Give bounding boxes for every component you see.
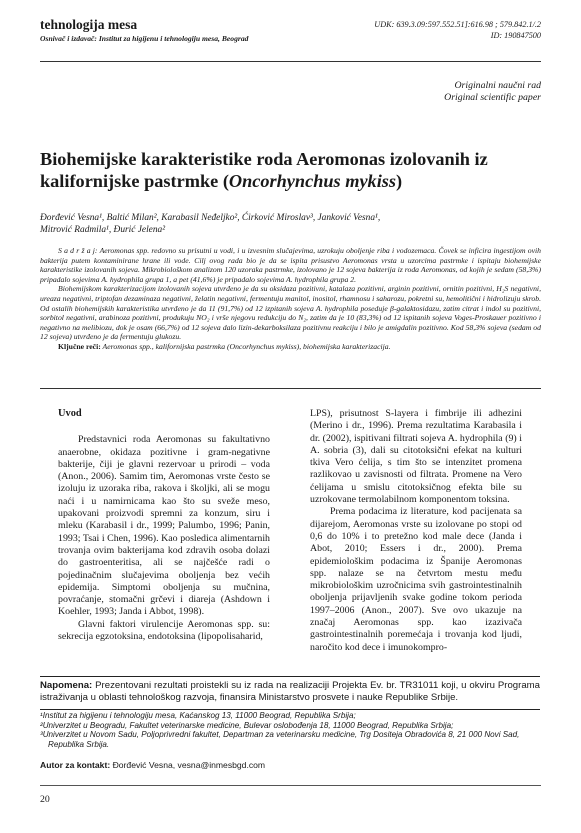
body-paragraph: Prema podacima iz literature, kod pacijenata sa dijarejom, Aeromonas vrste su izolovane po stopi od 0,6 do 10% i to pretežno kod male dece (Janda i Abot, 2010; Essers i dr., 2000). Prema epidemiološkim podacima iz Španije Aeromonas spp. nalaze se na četvrtom mestu među mikrobiološkim uzročnicima svih gastrointestinalnih oboljenja prijavljenih svake godine tokom perioda 1997–2006 (Anon., 2007). Sve ovo ukazuje na značaj Aeromonas spp. kao izazivača gastrointestinalnih poremećaja i trovanja kod ljudi, naročito kod dece i imunokompro-: [310, 506, 522, 653]
funding-note: [40, 676, 540, 710]
udk-block: [374, 19, 541, 41]
contact-label: Autor za kontakt:: [40, 760, 111, 770]
body-column-right: [310, 408, 522, 654]
document-type-sr: Originalni naučni rad: [454, 80, 541, 91]
authors-line-1: Đorđević Vesna¹, Baltić Milan², Karabasil Neđeljko², Ćirković Miroslav³, Janković Vesna¹,: [40, 213, 381, 223]
body-paragraph: Glavni faktori virulencije Aeromonas spp. su: sekrecija egzotoksina, endotoksina (lipopolisaharid,: [58, 618, 270, 643]
abstract-divider: [40, 388, 541, 389]
udk-code: UDK: 639.3.09:597.552.51]:616.98 ; 579.842.1/.2: [374, 20, 541, 29]
section-heading: Uvod: [58, 408, 82, 419]
header-divider: [40, 61, 541, 62]
keywords-text: Aeromonas spp., kalifornijska pastrmka (Oncorhynchus mykiss), biohemijska karakterizacija.: [100, 341, 391, 351]
title-species: Oncorhynchus mykiss: [228, 171, 397, 191]
document-type: [444, 80, 541, 104]
abstract: [40, 246, 541, 352]
note-text: Prezentovani rezultati proistekli su iz rada na realizaciji Projekta Ev. br. TR31011 koji, u okviru Programa istraživanja u oblasti tehnološkog razvoja, finansira Ministarstvo prosvete i nauke Republike Srbije.: [40, 680, 540, 704]
affiliation-3: ³Univerzitet u Novom Sadu, Poljoprivredni fakultet, Departman za veterinarsku medicine, Trg Dositeja Obradovića 8, 21 000 Novi Sad, Republika Srbija.: [40, 730, 520, 749]
article-title: [40, 148, 540, 192]
body-paragraph: Predstavnici roda Aeromonas su fakultativno anaerobne, okidaza pozitivne i gram-negativne bakterije, čiji je glavni rezervoar u prirodi – voda (Anon., 2006). Samim tim, Aeromonas vrste često se izoluju iz uzoraka riba, rakova i školjki, ali se mogu naći i u namirnicama kao što su sveže meso, upakovani proizvodi spremni za konzum, siru i mleku (Karabasil i dr., 1999; Palumbo, 1996; Panin, 1993; Tsai i Chen, 1996). Kao posledica alimentarnih trovanja ovim bakterijama kod zdravih osoba dolazi do gastroenteritisa, ali se najčešće radi o pojedinačnim slučajevima oboljenja bez većih epidemija. Simptomi oboljenja su mučnina, povraćanje, stomačni grčevi i diareja (Ashdown i Koehler, 1993; Janda i Abbot, 1998).: [58, 434, 270, 618]
document-id: ID: 190847500: [490, 31, 541, 40]
abstract-paragraph-1: S a d r ž a j: Aeromonas spp. redovno su prisutni u vodi, i u izvesnim slučajevima, uzrokuju oboljenje riba i vodozemaca. Čovek se inficira ingestijom ovih bakterija putem kontaminirane hrane ili vode. Cilj ovog rada bio je da se ispita prisustvo Aeromonas vrsta u uzorcima pastrmke i ispitaju biohemijske karakteristike izolovanih sojeva. Mikrobiološkom analizom 120 uzoraka pastrmke, izolovano je 12 sojeva bakterija iz roda Aeromonas, od kojih je sedam (58,3%) pripadalo sojevima A. hydrophila grupa 1, a pet (41,6%) je pripadalo sojevima A. hydrophila grupa 2.: [40, 246, 541, 284]
body-column-left: [58, 408, 270, 643]
author-list: [40, 212, 540, 236]
title-main: Biohemijske karakteristike roda Aeromonas izolovanih iz kalifornijske pastrmke (: [40, 149, 488, 191]
title-close: ): [396, 171, 403, 191]
affiliations: [40, 711, 540, 749]
keywords: [40, 342, 541, 352]
authors-line-2: Mitrović Radmila¹, Đurić Jelena²: [40, 225, 166, 235]
publisher-line: Osnivač i izdavač: Institut za higijenu i tehnologiju mesa, Beograd: [40, 34, 249, 43]
journal-name: tehnologija mesa: [40, 17, 138, 32]
note-label: Napomena:: [40, 680, 93, 691]
page-number: 20: [40, 794, 50, 805]
affiliation-2: ²Univerzitet u Beogradu, Fakultet veterinarske medicine, Bulevar oslobođenja 18, 11000 Beograd, Republika Srbija;: [40, 720, 454, 730]
body-paragraph: LPS), prisutnost S-layera i fimbrije ili adhezini (Merino i dr., 1996). Prema rezultatima Karabasila i dr. (2002), ispitivani filtrati sojeva A. hydrophila (9) i A. sobria (3), dali su citotoksični efekat na kulturi tkiva Vero ćelija, s tim što se intenzitet promena razlikovao u zavisnosti od filtrata. Promene na Vero ćelijama u smislu citotoksičnog efekta bile su uzrokovane termolabilnom komponentom toksina.: [310, 408, 522, 506]
contact-author: [40, 760, 540, 770]
document-type-en: Original scientific paper: [444, 92, 541, 103]
keywords-label: Ključne reči:: [58, 341, 101, 351]
abstract-paragraph-2: Biohemijskom karakterizacijom izolovanih sojeva utvrđeno je da su oksidaza pozitivni, katalaza pozitivni, arginin pozitivni, ornitin pozitivni, H₂S negativni, ureaza negativni, triptofan dezaminaza negativni, želatin negativni, fermentuju manitol, inositol, rhamnosu i saharozu, pokretni su, hemolitični i hidrolizuju skrob. Od ostalih biohemijskih karakteristika utvrđeno je da 11 (91,7%) od 12 izpitanih sojeva A. hydrophila poseduje β-galaktosidazu, zatim citrat i indol su pozitivni, sorbitol negativni, arabinoza pozitivni, produkuju NO₂ i vrše njegovu redukciju do N₂, zatim da je 10 (83,3%) od 12 ispitanih sojeva Voges-Proskauer pozitivno i negativno na melibiozu, dok je osam (66,7%) od 12 sojeva dalo lizin-dekarboksilaza pozitivnu reakciju i bilo je amigdalin pozitivno. Kod 58,3% sojeva (sedam od 12 sojeva) utvrđeno je da fermentuju glukozu.: [40, 284, 541, 342]
affiliation-1: ¹Institut za higijenu i tehnologiju mesa, Kaćanskog 13, 11000 Beograd, Republika Srbija;: [40, 711, 356, 720]
footer-divider: [40, 785, 541, 786]
contact-text: Đorđević Vesna, vesna@inmesbgd.com: [110, 760, 266, 770]
